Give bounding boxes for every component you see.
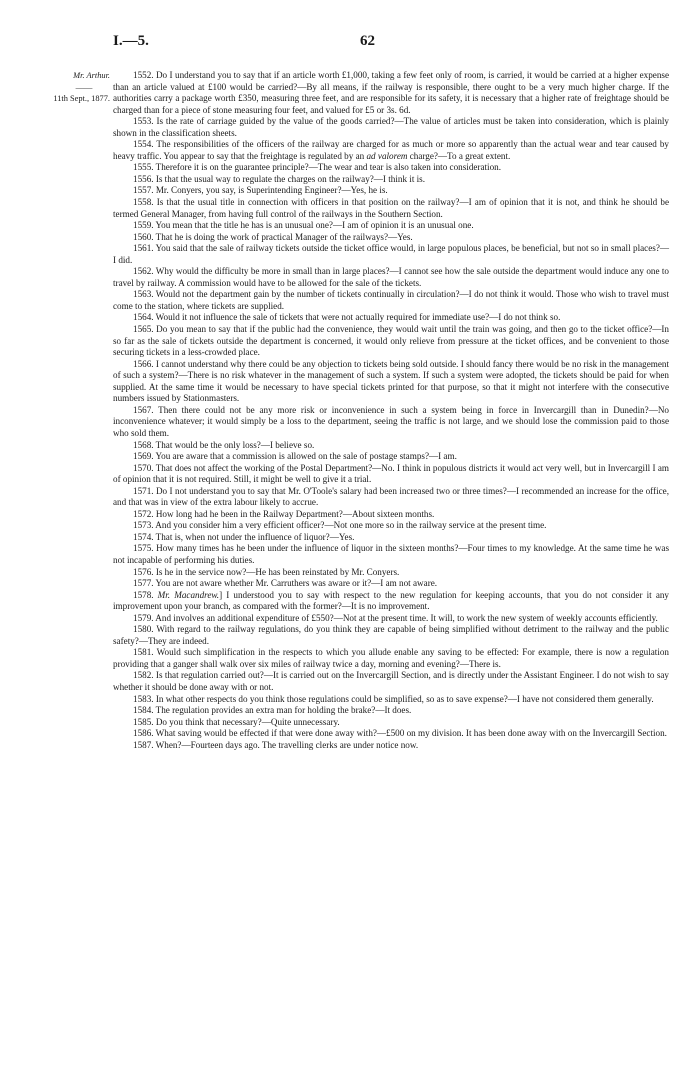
testimony-paragraph: 1561. You said that the sale of railway tickets outside the ticket office would, in large populous places, be beneficial, but not so in small places?—I did. [113,243,669,265]
page-header [0,33,700,53]
testimony-paragraph: 1562. Why would the difficulty be more in small than in large places?—I cannot see how the sale outside the department would induce any one to travel by railway. A commission would have to be allowed for the sale of the tickets. [113,266,669,288]
testimony-paragraph: 1576. Is he in the service now?—He has been reinstated by Mr. Conyers. [133,566,400,577]
testimony-paragraph: 1568. That would be the only loss?—I believe so. [133,439,315,450]
testimony-paragraph: 1574. That is, when not under the influence of liquor?—Yes. [133,531,355,542]
testimony-paragraph: 1553. Is the rate of carriage guided by the value of the goods carried?—The value of articles must be taken into consideration, which is plainly shown in the classification sheets. [113,116,669,138]
testimony-paragraph: 1584. The regulation provides an extra man for holding the brake?—It does. [133,705,412,716]
testimony-paragraph: 1558. Is that the usual title in connection with officers in that position on the railway?—I am of opinion that it is not, and think he should be termed General Manager, from having full control of the railways in the Southern Section. [113,197,669,219]
testimony-paragraph: 1555. Therefore it is on the guarantee principle?—The wear and tear is also taken into consideration. [133,162,501,173]
testimony-paragraph: 1587. When?—Fourteen days ago. The travelling clerks are under notice now. [133,739,419,750]
testimony-paragraph: 1585. Do you think that necessary?—Quite unnecessary. [133,716,340,727]
testimony-paragraph: 1563. Would not the department gain by the number of tickets continually in circulation?—I do not think it would. Those who wish to travel must come to the station, where tickets are supplied. [113,289,669,311]
testimony-paragraph: 1579. And involves an additional expenditure of £550?—Not at the present time. It will, to work the new system of weekly accounts efficiently. [133,612,658,623]
testimony-paragraph: 1580. With regard to the railway regulations, do you think they are capable of being simplified without detriment to the railway and the public safety?—They are indeed. [113,624,669,646]
testimony-paragraph: 1571. Do I not understand you to say that Mr. O'Toole's salary had been increased two or three times?—I recommended an increase for the office, and that was in view of the extra labour likely to accrue. [113,485,669,508]
testimony-paragraph: 1566. I cannot understand why there could be any objection to tickets being sold outside. I should fancy there would be no risk in the management of such a system?—There is no risk whatever in the management of such a system. If such a system were adopted, the tickets should be paid for when supplied. At the same time it would be necessary to have special tickets printed for that purpose, so that it might not interfere with the consecutive numbers issued by Stationmasters. [113,358,669,404]
testimony-paragraph: 1586. What saving would be effected if that were done away with?—£500 on my division. It has been done away with on the Invercargill Section. [133,728,667,739]
testimony-paragraph: 1569. You are aware that a commission is allowed on the sale of postage stamps?—I am. [133,451,457,462]
page-number: 62 [360,33,375,49]
margin-date: 11th Sept., 1877. [53,94,110,104]
testimony-paragraph: 1567. Then there could not be any more risk or inconvenience in such a system being in force in Invercargill than in Dunedin?—No inconvenience whatever; it would simply be a loss to the department, seeing the traffic is not large, and we should lose the commission paid to those who sold them. [113,404,669,438]
testimony-paragraph: 1557. Mr. Conyers, you say, is Superintending Engineer?—Yes, he is. [133,185,388,196]
testimony-paragraph: 1577. You are not aware whether Mr. Carruthers was aware or it?—I am not aware. [133,578,438,589]
testimony-paragraph: 1573. And you consider him a very efficient officer?—Not one more so in the railway service at the present time. [133,520,547,531]
testimony-paragraph: 1559. You mean that the title he has is an unusual one?—I am of opinion it is an unusual one. [133,220,474,231]
testimony-paragraph: 1583. In what other respects do you think those regulations could be simplified, so as to save expense?—I have not considered them generally. [133,693,654,704]
testimony-paragraph: 1570. That does not affect the working of the Postal Department?—No. I think in populous districts it would act very well, but in Invercargill I am of opinion that it is not required. Still, it might be well to give it a trial. [113,462,669,485]
margin-dash: —— [75,82,93,92]
testimony-paragraph: 1554. The responsibilities of the officers of the railway are charged for as much or more so apparently than the actual wear and tear caused by heavy traffic. You appear to say that the freightage is regulated by an ad valorem charge?—To a great extent. [113,139,669,161]
testimony-text [113,70,669,751]
testimony-paragraph: 1552. Do I understand you to say that if an article worth £1,000, taking a few feet only of room, is carried, it would be carried at a higher expense than an article valued at £100 would be carried?—By all means, if the railway is responsible, there ought to be a very much higher charge. If the authorities carry a package worth £350, measuring three feet, and are responsible for its safety, it is necessary that a higher rate of freightage should be charged than for a piece of stone measuring four feet, and valued for £5 or 3s. 6d. [113,70,669,115]
testimony-paragraph: 1578. Mr. Macandrew.] I understood you to say with respect to the new regulation for keeping accounts, that you do not consider it any improvement upon your branch, as compared with the former?—It is no improvement. [113,589,669,612]
margin-notes [28,70,110,105]
testimony-paragraph: 1564. Would it not influence the sale of tickets that were not actually required for immediate use?—I do not think so. [133,312,561,323]
section-reference: I.—5. [113,33,149,49]
testimony-paragraph: 1582. Is that regulation carried out?—It is carried out on the Invercargill Section, and is directly under the Assistant Engineer. I do not wish to say whether it should be done away with or not. [113,670,669,692]
testimony-paragraph: 1575. How many times has he been under the influence of liquor in the sixteen months?—Four times to my knowledge. At the same time he was not incapable of performing his duties. [113,543,669,565]
testimony-paragraph: 1565. Do you mean to say that if the public had the convenience, they would wait until the train was going, and then go to the ticket office?—In so far as the sale of tickets outside the department is concerned, it would only relieve from pressure at the ticket offices, and be convenient to those securing tickets in a less-crowded place. [113,324,669,358]
testimony-paragraph: 1572. How long had he been in the Railway Department?—About sixteen months. [133,508,435,519]
testimony-paragraph: 1560. That he is doing the work of practical Manager of the railways?—Yes. [133,231,413,242]
testimony-paragraph: 1556. Is that the usual way to regulate the charges on the railway?—I think it is. [133,173,426,184]
testimony-paragraph: 1581. Would such simplification in the respects to which you allude enable any saving to be effected: For example, there is now a regulation providing that a ganger shall walk over six miles of railway twice a day, morning and evening?—There is. [113,647,669,669]
margin-speaker: Mr. Arthur. [73,71,110,80]
